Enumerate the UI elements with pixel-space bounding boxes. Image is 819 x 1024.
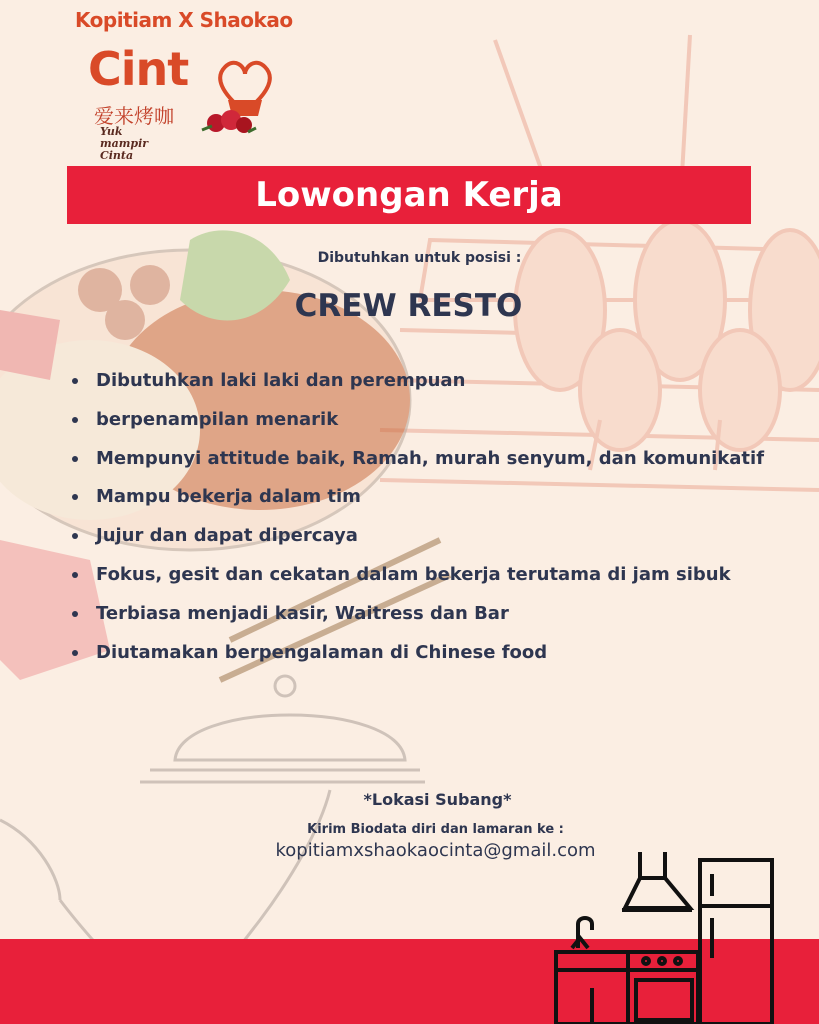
send-label-text: Kirim Biodata diri dan lamaran ke :	[307, 822, 564, 837]
subtitle-text: Dibutuhkan untuk posisi :	[317, 250, 522, 266]
title-banner	[67, 166, 751, 224]
send-label	[0, 822, 819, 837]
bullet-icon	[72, 572, 78, 578]
list-item	[72, 601, 764, 640]
requirement-text: Diutamakan berpengalaman di Chinese food	[96, 641, 548, 663]
list-item	[72, 640, 764, 679]
bullet-icon	[72, 650, 78, 656]
list-item	[72, 368, 764, 407]
bullet-icon	[72, 456, 78, 462]
list-item	[72, 446, 764, 485]
list-item	[72, 484, 764, 523]
requirement-text: Terbiasa menjadi kasir, Waitress dan Bar	[96, 602, 509, 624]
list-item	[72, 523, 764, 562]
requirement-text: berpenampilan menarik	[96, 408, 339, 430]
list-item	[72, 407, 764, 446]
position-text: CREW RESTO	[294, 288, 523, 324]
logo-chinese-text: 爱来烤咖	[94, 104, 174, 128]
bullet-icon	[72, 417, 78, 423]
bullet-icon	[72, 494, 78, 500]
logo-word: Cint	[88, 42, 189, 96]
subtitle	[0, 250, 819, 266]
list-item	[72, 562, 764, 601]
requirement-text: Dibutuhkan laki laki dan perempuan	[96, 370, 466, 391]
location-text: *Lokasi Subang*	[363, 790, 512, 809]
logo	[80, 38, 280, 162]
requirement-text: Jujur dan dapat dipercaya	[96, 525, 358, 547]
kitchen-icon	[550, 848, 780, 1024]
requirement-text: Fokus, gesit dan cekatan dalam bekerja terutama di jam sibuk	[96, 563, 731, 585]
position-title	[0, 288, 819, 324]
rose-icon	[198, 108, 258, 138]
bullet-icon	[72, 611, 78, 617]
requirements-list	[72, 368, 764, 678]
bullet-icon	[72, 378, 78, 384]
logo-tagline: Yuk mampir Cinta	[100, 125, 149, 162]
email-link[interactable]: kopitiamxshaokaocinta@gmail.com	[275, 840, 596, 861]
requirement-text: Mempunyi attitude baik, Ramah, murah senyum, dan komunikatif	[96, 447, 765, 469]
bullet-icon	[72, 533, 78, 539]
requirement-text: Mampu bekerja dalam tim	[96, 486, 361, 508]
location	[0, 790, 819, 809]
page-title: Lowongan Kerja	[255, 175, 563, 215]
brand-name: Kopitiam X Shaokao	[75, 8, 293, 32]
